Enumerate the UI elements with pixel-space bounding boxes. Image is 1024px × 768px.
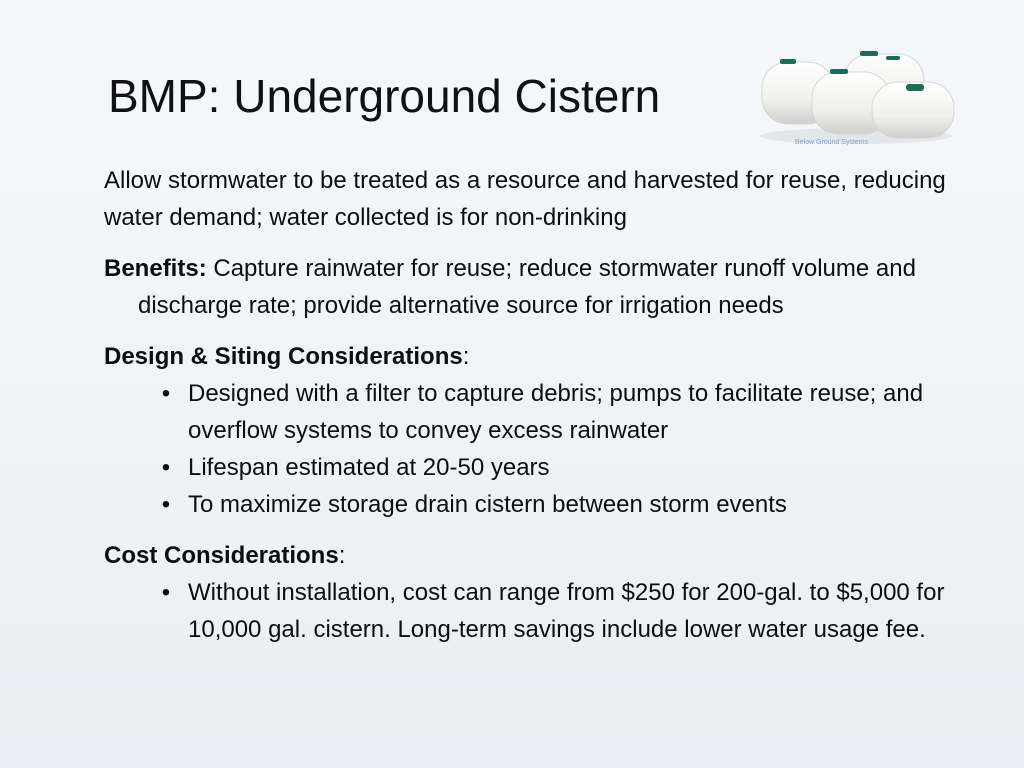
bullet-text: Lifespan estimated at 20-50 years [188,454,550,481]
cost-bullet-list [104,574,984,648]
design-heading-line [104,338,984,375]
image-caption: Below Ground Systems [795,139,869,146]
design-heading: Design & Siting Considerations [104,343,463,370]
slide-title: BMP: Underground Cistern [108,70,661,122]
list-item [156,574,984,648]
design-bullet-list [104,375,984,523]
list-item [156,486,984,523]
benefits-heading: Benefits: [104,255,207,282]
bullet-text: To maximize storage drain cistern between storm events [188,491,787,518]
cost-heading-line [104,537,984,574]
bullet-glyph: • [161,491,171,518]
list-item [156,375,984,449]
bullet-text: Without installation, cost can range from $250 for 200-gal. to $5,000 for 10,000 gal. cistern. Long-term savings include lower water usage fee. [188,579,945,643]
cost-heading: Cost Considerations [104,542,339,569]
tank-front-right [872,82,954,138]
benefits-paragraph [104,250,984,324]
bullet-glyph: • [161,579,171,606]
cost-heading-colon: : [338,542,346,569]
design-heading-colon: : [462,343,470,370]
bullet-glyph: • [161,380,171,407]
bullet-text: Designed with a filter to capture debris; pumps to facilitate reuse; and overflow systems to convey excess rainwater [188,380,924,444]
benefits-text: Capture rainwater for reuse; reduce stormwater runoff volume and discharge rate; provide alternative source for irrigation needs [138,255,916,319]
intro-paragraph: Allow stormwater to be treated as a resource and harvested for reuse, reducing water demand; water collected is for non-drinking [104,167,946,231]
slide-body [104,162,984,648]
bullet-glyph: • [161,454,171,481]
list-item [156,449,984,486]
